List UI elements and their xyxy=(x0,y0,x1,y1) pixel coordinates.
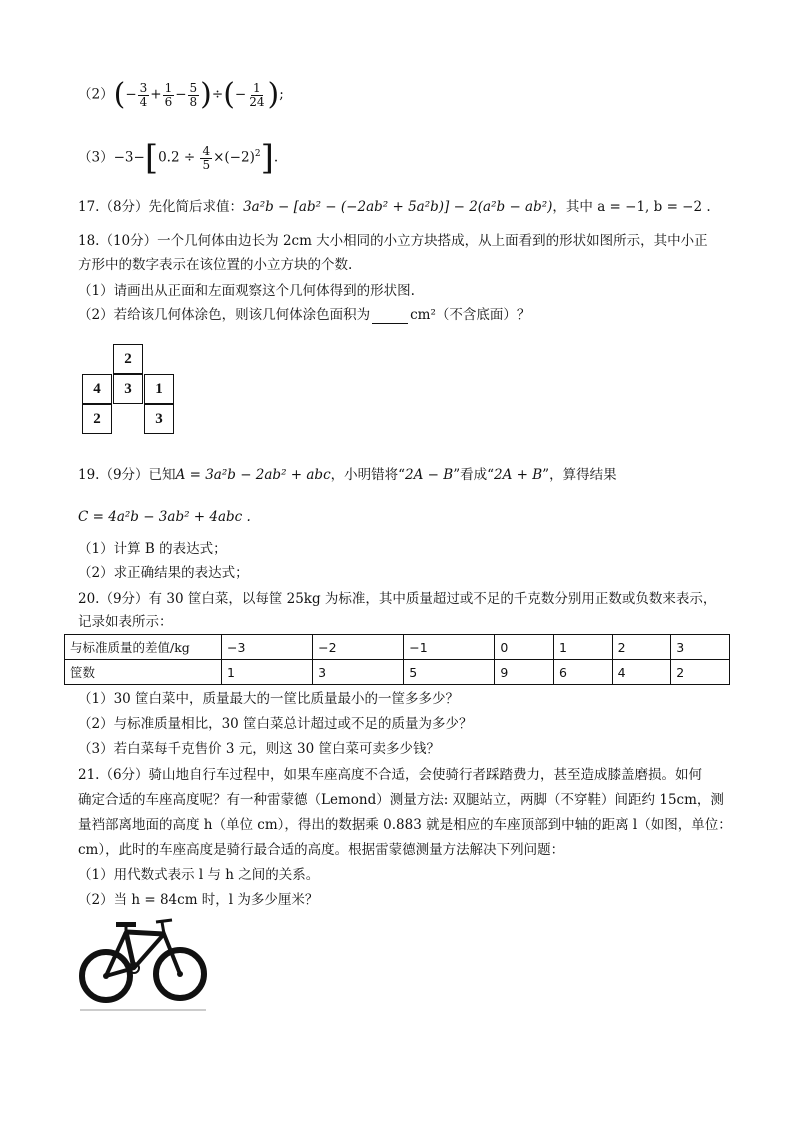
frac xyxy=(138,82,150,109)
table-cell: 5 xyxy=(404,660,495,685)
grid-cell: 1 xyxy=(144,374,174,404)
paren: ( xyxy=(223,77,235,112)
table-cell: 0 xyxy=(495,635,554,660)
q19-c-expr: C = 4a²b − 3ab² + 4abc . xyxy=(78,509,251,525)
frac xyxy=(200,145,212,172)
table-cell: −2 xyxy=(313,635,404,660)
q21-s1: （1）用代数式表示 l 与 h 之间的关系。 xyxy=(78,867,320,883)
q18-s2a: （2）若给该几何体涂色，则该几何体涂色面积为 xyxy=(78,307,371,323)
q18-head: 18.（10分）一个几何体由边长为 2cm 大小相同的小立方块搭成，从上面看到的形状如图所示，其中小正 xyxy=(78,233,708,249)
q17-head: 17.（8分）先化简后求值： xyxy=(78,199,244,215)
q19-head-text: 19.（9分）已知 xyxy=(78,467,176,483)
table-cell: 4 xyxy=(612,660,671,685)
bracket: [ xyxy=(144,138,159,178)
table-cell: −3 xyxy=(222,635,313,660)
grid-cell: 3 xyxy=(113,374,143,404)
q17-expr: 3a²b − [ab² − (−2ab² + 5a²b)] − 2(a²b − ab²) xyxy=(243,199,553,215)
q16-p3-label: （3） xyxy=(78,149,114,166)
den: 5 xyxy=(202,157,211,172)
answer-blank xyxy=(372,309,408,324)
q16-p3-pre: −3− xyxy=(113,149,145,166)
bracket: ] xyxy=(260,138,274,178)
den: 4 xyxy=(139,94,148,109)
weight-table xyxy=(64,634,730,685)
paren: ) xyxy=(267,77,280,112)
q16-p3-post: ×(−2) xyxy=(213,149,255,166)
q17-cond: ，其中 a = −1, b = −2 . xyxy=(552,199,711,215)
frac xyxy=(163,82,175,109)
q19-head xyxy=(78,466,617,484)
q18-s2 xyxy=(78,306,530,324)
q20-head: 20.（9分）有 30 筐白菜，以每筐 25kg 为标准，其中质量超过或不足的千克数分别用正数或负数来表示， xyxy=(78,591,717,607)
q20-head2: 记录如表所示： xyxy=(78,614,173,630)
den: 6 xyxy=(164,94,173,109)
q19-s1: （1）计算 B 的表达式； xyxy=(78,541,227,557)
grid-cell: 4 xyxy=(82,374,112,404)
q19-tail: ”，算得结果 xyxy=(542,467,617,483)
table-cell: 3 xyxy=(671,635,730,660)
num: 3 xyxy=(139,80,148,95)
q20-s3: （3）若白菜每千克售价 3 元，则这 30 筐白菜可卖多少钱？ xyxy=(78,741,441,757)
den: 24 xyxy=(249,94,265,109)
num: 1 xyxy=(253,80,261,95)
table-cell: 9 xyxy=(495,660,554,685)
table-cell: 1 xyxy=(222,660,313,685)
q21-l3: 量裆部离地面的高度 h（单位 cm），得出的数据乘 0.883 就是相应的车座顶部到中轴的距离 l（如图，单位： xyxy=(78,817,732,833)
table-cell: 2 xyxy=(612,635,671,660)
q21-l2: 确定合适的车座高度呢？有一种雷蒙德（Lemond）测量方法: 双腿站立，两脚（不穿鞋）间距约 15cm，测 xyxy=(78,792,724,808)
table-cell: 2 xyxy=(671,660,730,685)
q21-l4: cm），此时的车座高度是骑行最合适的高度。根据雷蒙德测量方法解决下列问题： xyxy=(78,842,565,858)
q19-w2: 2A + B xyxy=(494,467,543,483)
table-cell: 1 xyxy=(553,635,612,660)
table-cell: −1 xyxy=(404,635,495,660)
frac xyxy=(188,82,200,109)
q19-w1: 2A − B xyxy=(405,467,454,483)
paren: ( xyxy=(113,77,126,112)
num: 4 xyxy=(202,143,211,158)
q16-p3-mid: 0.2 ÷ xyxy=(158,149,200,166)
num: 1 xyxy=(164,80,173,95)
q21-s2: （2）当 h = 84cm 时，l 为多少厘米？ xyxy=(78,892,319,908)
table-row xyxy=(65,635,730,660)
q16-part2: （2）(− $\frac{3}{4}$ + $\frac{1}{6}$ − $\frac{5}{8}$ )÷(− $\frac{1}{24}$ ); xyxy=(78,77,284,112)
q19-a-expr: A = 3a²b − 2ab² + abc xyxy=(175,467,331,483)
exponent: 2 xyxy=(254,149,261,159)
table-cell: 3 xyxy=(313,660,404,685)
grid-cell: 2 xyxy=(82,404,112,434)
table-row xyxy=(65,660,730,685)
q16-part3: （3）−3−[0.2 ÷ $\frac{4}{5}$ $\times(-2)^2$]. xyxy=(78,138,279,178)
q16-p2-label: （2） xyxy=(78,86,114,103)
table-cell: 筐数 xyxy=(65,660,222,685)
table-cell: 6 xyxy=(553,660,612,685)
q20-s1: （1）30 筐白菜中，质量最大的一筐比质量最小的一筐多多少？ xyxy=(78,691,460,707)
grid-cell: 3 xyxy=(144,404,174,434)
paren: ) xyxy=(200,77,212,112)
table-cell: 与标准质量的差值/kg xyxy=(65,635,222,660)
bicycle-illustration xyxy=(76,912,210,1014)
q18-head2: 方形中的数字表示在该位置的小立方块的个数. xyxy=(78,257,353,273)
q21-l1: 21.（6分）骑山地自行车过程中，如果车座高度不合适，会使骑行者踩踏费力，甚至造成膝盖磨损。如何 xyxy=(78,767,703,783)
q17 xyxy=(78,198,711,216)
q19-mid: ，小明错将“ xyxy=(330,467,406,483)
q19-s2: （2）求正确结果的表达式； xyxy=(78,565,249,581)
num: 5 xyxy=(189,80,198,95)
grid-cell: 2 xyxy=(113,344,143,374)
q20-s2: （2）与标准质量相比，30 筐白菜总计超过或不足的质量为多少？ xyxy=(78,716,473,732)
frac xyxy=(247,82,266,109)
q19-mid2: ”看成“ xyxy=(453,467,495,483)
q18-s1: （1）请画出从正面和左面观察这个几何体得到的形状图. xyxy=(78,283,415,299)
q18-s2b: cm²（不含底面）？ xyxy=(410,307,531,323)
den: 8 xyxy=(189,94,198,109)
